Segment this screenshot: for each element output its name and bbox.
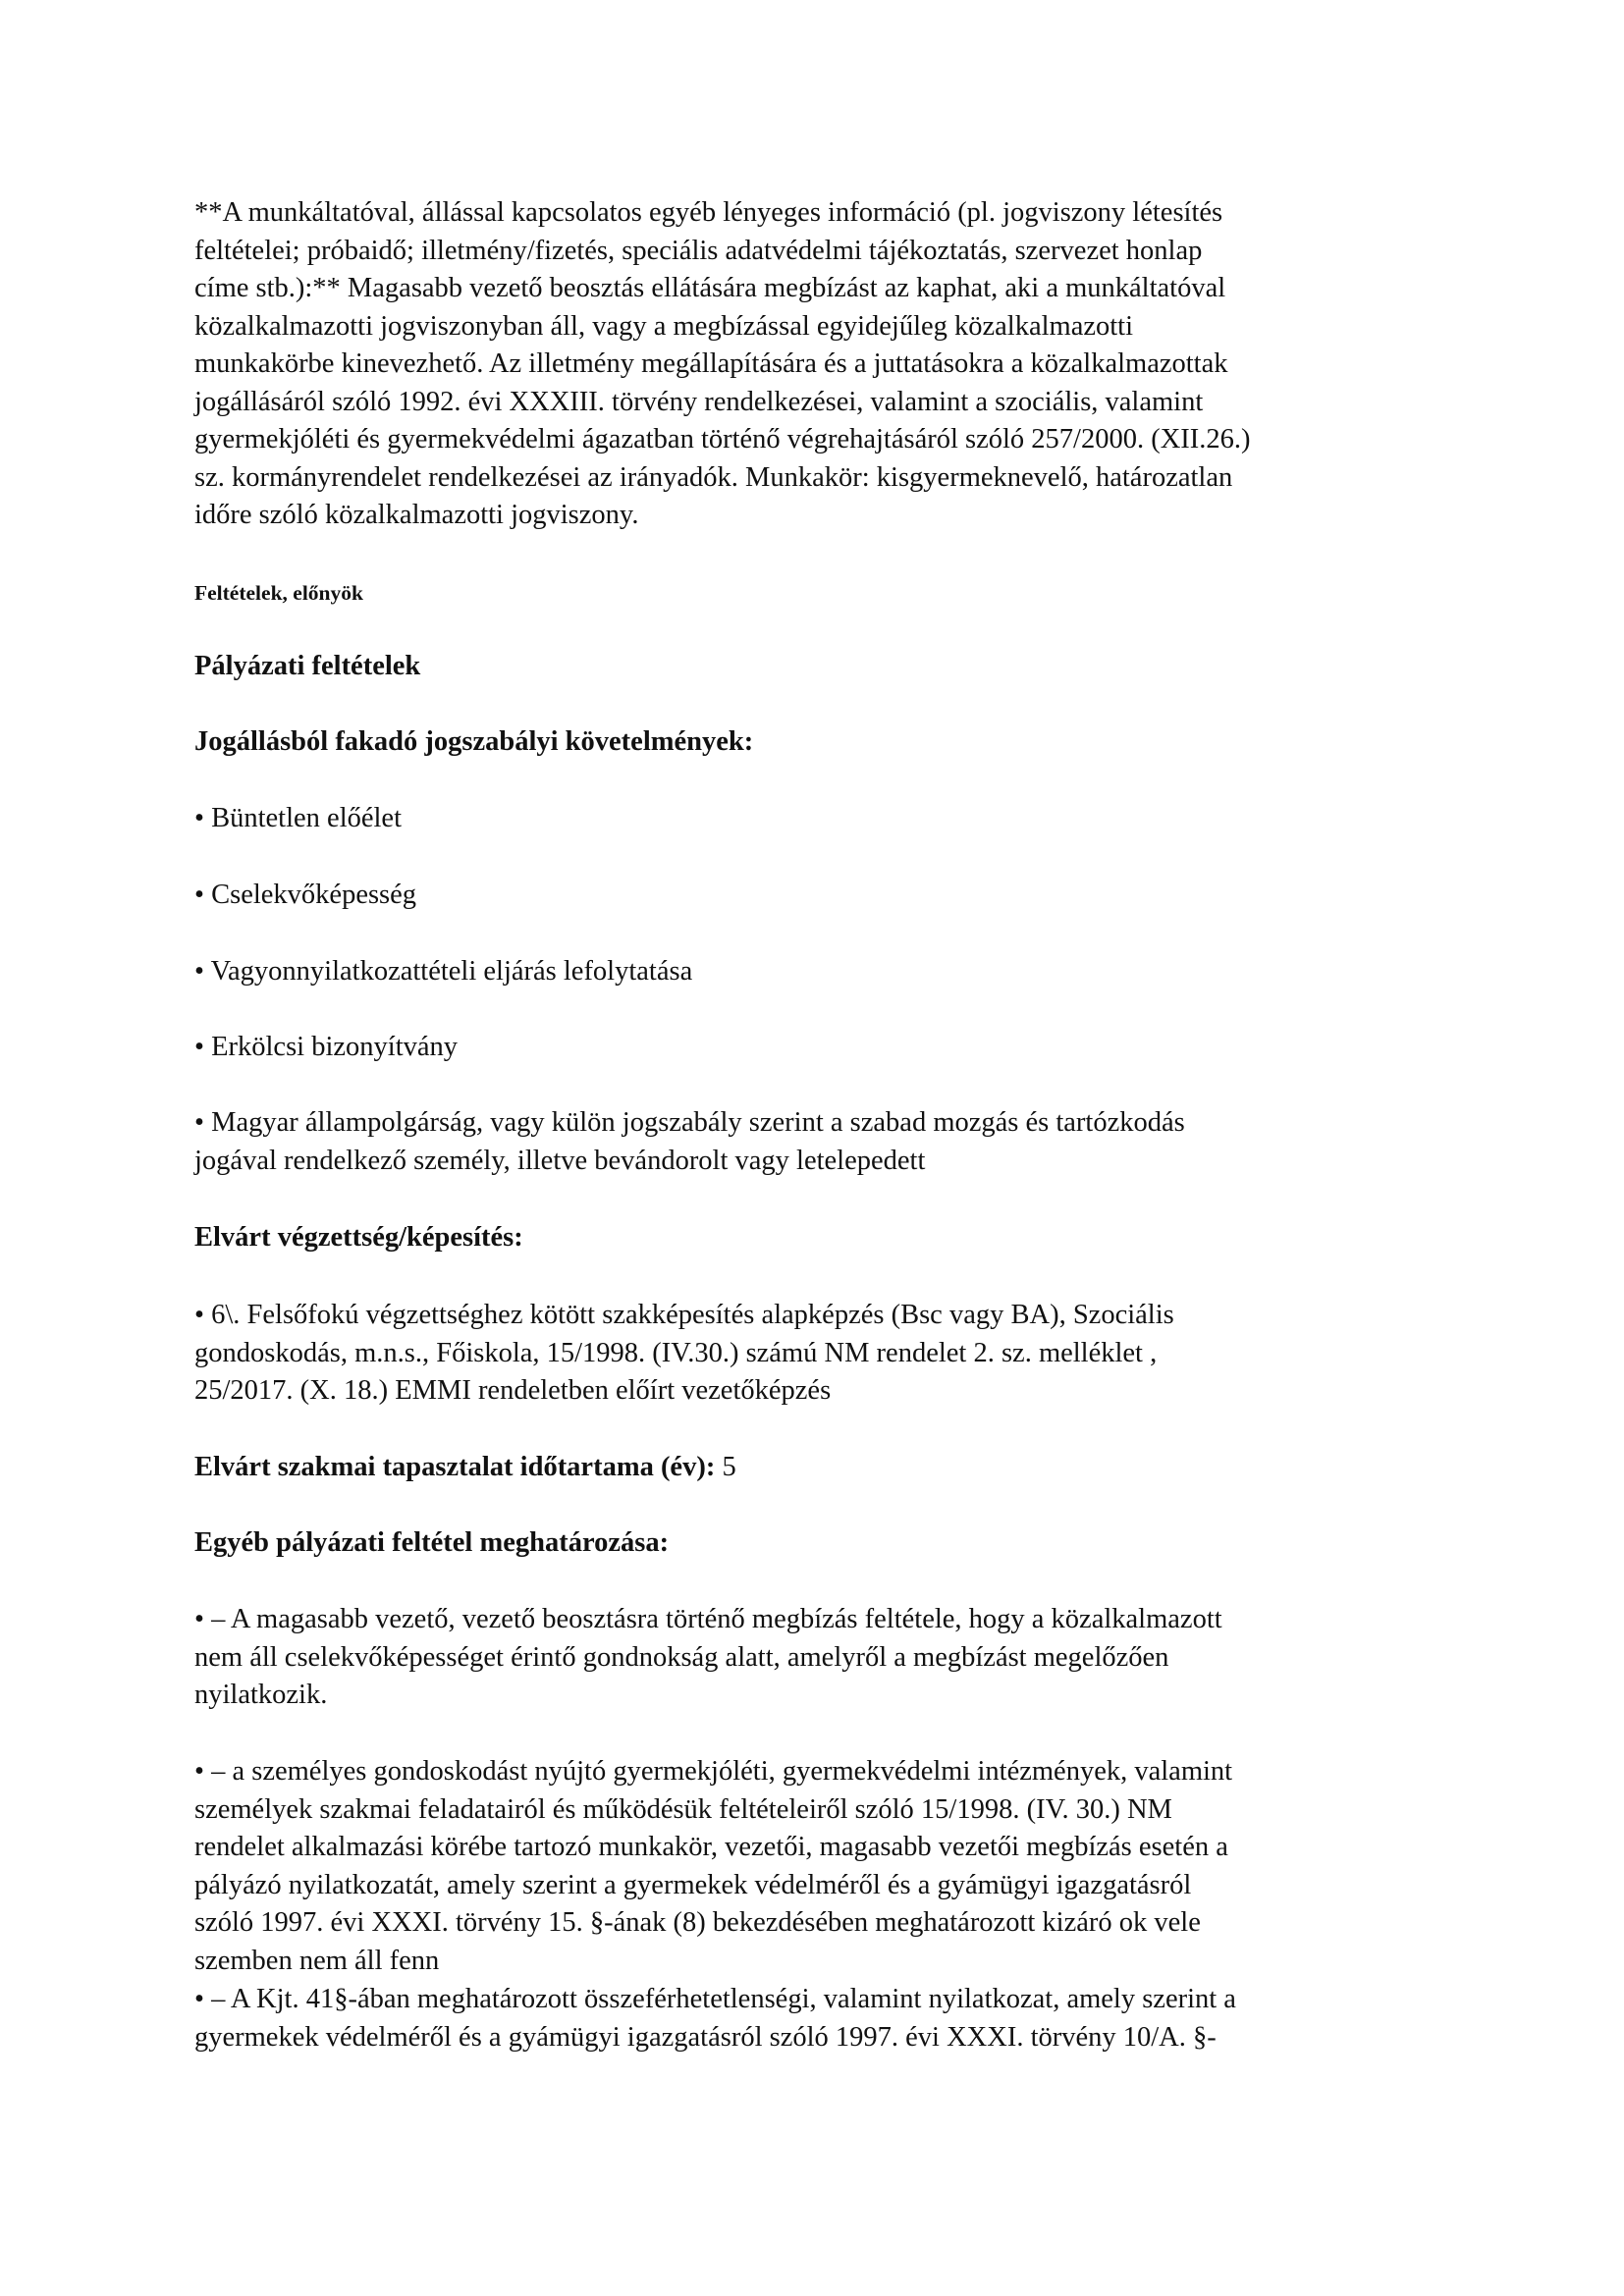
intro-line: időre szóló közalkalmazotti jogviszony. [194, 500, 639, 530]
bullet-line: • – a személyes gondoskodást nyújtó gyermekjóléti, gyermekvédelmi intézmények, valamint [194, 1756, 1233, 1787]
bullet-cselekvokepesseg: • Cselekvőképesség [194, 880, 417, 910]
bullet-line: nem áll cselekvőképességet érintő gondnokság alatt, amelyről a megbízást megelőzően [194, 1641, 1169, 1673]
bullet-erkolcsi: • Erkölcsi bizonyítvány [194, 1032, 459, 1062]
heading-jogallas: Jogállásból fakadó jogszabályi követelmények: [194, 726, 754, 757]
heading-egyeb: Egyéb pályázati feltétel meghatározása: [194, 1527, 670, 1558]
tapasztalat-value: 5 [715, 1452, 736, 1482]
bullet-line: személyek szakmai feladatairól és működésük feltételeiről szóló 15/1998. (IV. 30.) NM [194, 1793, 1172, 1825]
bullet-line: • – A Kjt. 41§-ában meghatározott összeférhetetlenségi, valamint nyilatkozat, amely szerint a [194, 1984, 1236, 2014]
intro-line: **A munkáltatóval, állással kapcsolatos egyéb lényeges információ (pl. jogviszony létesítés [194, 197, 1223, 228]
bullet-line: nyilatkozik. [194, 1680, 328, 1710]
intro-line: gyermekjóléti és gyermekvédelmi ágazatban történő végrehajtásáról szóló 257/2000. (XII.26.) [194, 424, 1251, 454]
intro-paragraph [194, 194, 1432, 535]
bullet-vagyonnyilatkozat: • Vagyonnyilatkozattételi eljárás lefolytatása [194, 956, 693, 987]
intro-line: sz. kormányrendelet rendelkezései az irányadók. Munkakör: kisgyermeknevelő, határozatlan [194, 461, 1233, 493]
bullet-line: • 6\. Felsőfokú végzettséghez kötött szakképesítés alapképzés (Bsc vagy BA), Szociális [194, 1300, 1174, 1330]
bullet-vegzettseg [194, 1297, 1432, 1411]
bullet-line: szóló 1997. évi XXXI. törvény 15. §-ának (8) bekezdésében meghatározott kizáró ok vele [194, 1907, 1201, 1938]
bullet-line: 25/2017. (X. 18.) EMMI rendeletben előírt vezetőképzés [194, 1375, 832, 1406]
bullet-buntetlen: • Büntetlen előélet [194, 803, 402, 833]
heading-vegzettseg: Elvárt végzettség/képesítés: [194, 1222, 523, 1253]
bullet-line: pályázó nyilatkozatát, amely szerint a gyermekek védelméről és a gyámügyi igazgatásról [194, 1869, 1192, 1900]
bullet-line: szemben nem áll fenn [194, 1945, 440, 1976]
intro-line: feltételei; próbaidő; illetmény/fizetés, speciális adatvédelmi tájékoztatás, szervezet honlap [194, 235, 1203, 266]
section-label: Feltételek, előnyök [194, 581, 363, 605]
intro-line: címe stb.):** Magasabb vezető beosztás ellátására megbízást az kaphat, aki a munkáltatóval [194, 273, 1226, 303]
intro-line: jogállásáról szóló 1992. évi XXXIII. törvény rendelkezései, valamint a szociális, valamint [194, 386, 1204, 417]
bullet-line: jogával rendelkező személy, illetve bevándorolt vagy letelepedett [194, 1145, 926, 1176]
bullet-egyeb-1 [194, 1601, 1432, 1715]
bullet-allampolgarsag [194, 1104, 1432, 1180]
bullet-line: rendelet alkalmazási körébe tartozó munkakör, vezetői, magasabb vezetői megbízás esetén a [194, 1832, 1228, 1862]
tapasztalat-label: Elvárt szakmai tapasztalat időtartama (év): [194, 1452, 716, 1482]
tapasztalat-line [194, 1449, 1432, 1487]
bullet-line: gondoskodás, m.n.s., Főiskola, 15/1998. (IV.30.) számú NM rendelet 2. sz. melléklet , [194, 1337, 1158, 1368]
intro-line: munkakörbe kinevezhető. Az illetmény megállapítására és a juttatásokra a közalkalmazottak [194, 348, 1228, 379]
bullet-line: gyermekek védelméről és a gyámügyi igazgatásról szóló 1997. évi XXXI. törvény 10/A. §- [194, 2021, 1217, 2053]
bullet-egyeb-2 [194, 1753, 1432, 1980]
intro-line: közalkalmazotti jogviszonyban áll, vagy a megbízással egyidejűleg közalkalmazotti [194, 310, 1134, 342]
bullet-egyeb-3 [194, 1981, 1432, 2056]
heading-palyazati-feltetelek: Pályázati feltételek [194, 651, 421, 681]
bullet-line: • Magyar állampolgárság, vagy külön jogszabály szerint a szabad mozgás és tartózkodás [194, 1107, 1185, 1138]
bullet-line: • – A magasabb vezető, vezető beosztásra történő megbízás feltétele, hogy a közalkalmazott [194, 1604, 1222, 1634]
